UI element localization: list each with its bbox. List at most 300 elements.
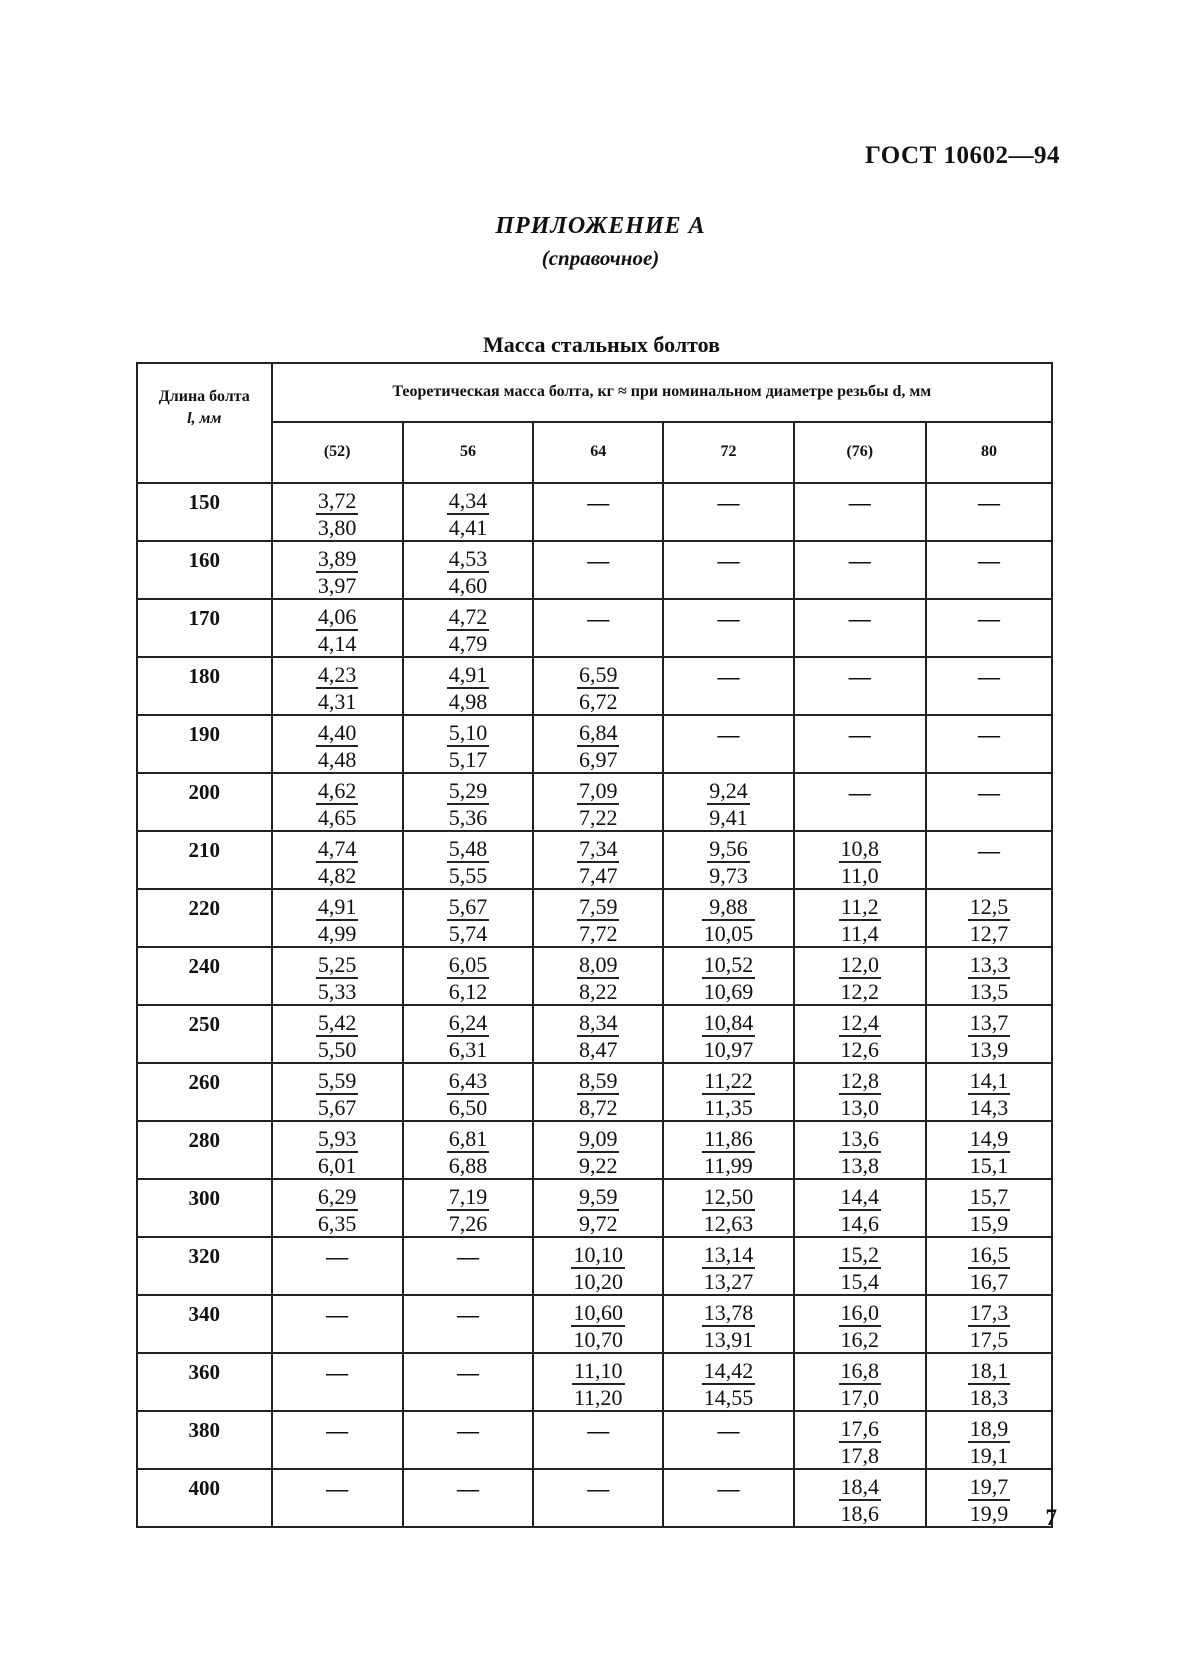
empty-dash: — [848,664,871,689]
mass-fraction [702,1184,756,1236]
mass-fraction [577,952,620,1004]
mass-value-lower: 4,99 [317,921,357,946]
mass-fraction [316,952,359,1004]
mass-fraction [968,1416,1011,1468]
mass-cell [272,1295,403,1353]
table-row [137,599,1052,657]
mass-fraction [839,1300,882,1352]
mass-fraction [316,1184,359,1236]
table-row [137,1237,1052,1295]
mass-value-lower: 15,1 [969,1153,1009,1178]
mass-cell [403,715,533,773]
mass-value-upper: 16,8 [840,1358,880,1383]
mass-value-upper: 3,72 [317,488,357,513]
mass-cell [403,657,533,715]
mass-cell [926,1179,1052,1237]
mass-value-upper: 4,74 [317,836,357,861]
mass-cell [794,1469,926,1527]
mass-fraction [702,894,756,946]
table-row [137,1179,1052,1237]
mass-value-upper: 4,91 [317,894,357,919]
mass-value-upper: 9,56 [709,836,748,861]
mass-value-lower: 7,26 [448,1211,488,1236]
mass-value-lower: 17,5 [969,1327,1009,1352]
mass-value-upper: 3,89 [317,546,357,571]
mass-fraction [968,1068,1011,1120]
mass-cell [533,483,663,541]
mass-value-lower: 3,97 [317,573,357,598]
mass-cell [403,1411,533,1469]
mass-fraction [447,488,490,540]
mass-fraction [447,952,490,1004]
mass-value-lower: 13,9 [969,1037,1009,1062]
mass-cell [272,831,403,889]
mass-value-lower: 10,69 [703,979,754,1004]
diameter-header: 56 [403,422,533,483]
mass-cell [794,1295,926,1353]
mass-value-upper: 11,10 [573,1358,623,1383]
mass-cell [926,1063,1052,1121]
mass-fraction [316,662,359,714]
mass-fraction [702,1242,756,1294]
mass-cell [403,1237,533,1295]
empty-dash: — [977,606,1000,631]
mass-cell [533,657,663,715]
empty-dash: — [717,606,740,631]
mass-value-upper: 13,6 [840,1126,880,1151]
empty-dash: — [977,780,1000,805]
table-row [137,1063,1052,1121]
mass-value-upper: 14,42 [703,1358,754,1383]
diameter-header: 64 [533,422,663,483]
mass-value-upper: 15,7 [969,1184,1009,1209]
empty-dash: — [717,1418,740,1443]
mass-cell [926,1005,1052,1063]
mass-value-lower: 15,4 [840,1269,880,1294]
mass-fraction [707,836,750,888]
mass-value-lower: 18,6 [840,1501,880,1526]
mass-value-lower: 6,35 [317,1211,357,1236]
mass-cell [272,1179,403,1237]
bolt-length-cell: 190 [137,715,272,773]
mass-value-lower: 9,41 [709,805,748,830]
mass-value-lower: 8,22 [578,979,618,1004]
mass-cell [663,1295,793,1353]
mass-fraction [702,952,756,1004]
mass-cell [533,715,663,773]
mass-value-lower: 4,14 [317,631,357,656]
mass-cell [663,541,793,599]
mass-cell [794,889,926,947]
mass-fraction [839,1242,882,1294]
bolt-mass-table [136,362,1053,1528]
mass-value-upper: 5,29 [448,778,488,803]
mass-fraction [968,1126,1011,1178]
mass-fraction [447,778,490,830]
mass-value-upper: 7,19 [448,1184,488,1209]
mass-value-upper: 5,48 [448,836,488,861]
mass-fraction [968,952,1011,1004]
mass-value-lower: 5,17 [448,747,488,772]
mass-cell [403,1005,533,1063]
mass-fraction [839,1184,882,1236]
mass-cell [926,541,1052,599]
table-row [137,541,1052,599]
empty-dash: — [587,490,610,515]
mass-value-lower: 4,65 [317,805,357,830]
table-row [137,889,1052,947]
mass-cell [794,657,926,715]
mass-fraction [577,720,620,772]
mass-value-lower: 10,05 [703,921,754,946]
mass-cell [272,657,403,715]
mass-cell [403,1179,533,1237]
mass-value-lower: 11,35 [704,1095,753,1120]
mass-value-upper: 11,22 [704,1068,753,1093]
mass-fraction [839,952,882,1004]
mass-value-lower: 5,67 [317,1095,357,1120]
mass-value-lower: 13,0 [840,1095,880,1120]
empty-dash: — [326,1244,349,1269]
mass-value-upper: 14,1 [969,1068,1009,1093]
mass-fraction [447,836,490,888]
table-row [137,1469,1052,1527]
mass-value-upper: 6,29 [317,1184,357,1209]
empty-dash: — [456,1244,479,1269]
empty-dash: — [587,606,610,631]
mass-cell [926,657,1052,715]
bolt-length-cell: 260 [137,1063,272,1121]
mass-cell [403,1295,533,1353]
mass-fraction [577,778,620,830]
mass-value-lower: 7,72 [578,921,618,946]
mass-cell [663,1411,793,1469]
empty-dash: — [717,1476,740,1501]
mass-value-upper: 5,25 [317,952,357,977]
mass-value-upper: 6,43 [448,1068,488,1093]
mass-cell [533,831,663,889]
mass-value-upper: 5,59 [317,1068,357,1093]
mass-fraction [316,604,359,656]
mass-cell [403,1121,533,1179]
length-header-line1: Длина болта [158,388,250,405]
empty-dash: — [456,1476,479,1501]
empty-dash: — [848,722,871,747]
mass-value-upper: 5,10 [448,720,488,745]
mass-cell [272,1121,403,1179]
mass-cell [533,889,663,947]
mass-cell [403,831,533,889]
mass-fraction [447,1010,490,1062]
mass-cell [533,1179,663,1237]
bolt-length-cell: 170 [137,599,272,657]
mass-value-lower: 8,47 [578,1037,618,1062]
mass-fraction [447,720,490,772]
table-row [137,715,1052,773]
mass-value-lower: 4,31 [317,689,357,714]
mass-value-upper: 5,42 [317,1010,357,1035]
mass-fraction [968,1184,1011,1236]
table-body [137,483,1052,1527]
mass-cell [663,889,793,947]
mass-fraction [968,1242,1011,1294]
bolt-length-cell: 400 [137,1469,272,1527]
mass-value-upper: 11,2 [840,894,879,919]
table-row [137,1295,1052,1353]
mass-value-lower: 18,3 [969,1385,1009,1410]
mass-value-upper: 6,59 [578,662,618,687]
mass-header: Теоретическая масса болта, кг ≈ при номинальном диаметре резьбы d, мм [272,363,1052,422]
mass-cell [533,1063,663,1121]
mass-fraction [577,1126,620,1178]
mass-cell [663,1121,793,1179]
mass-cell [663,1353,793,1411]
mass-cell [663,657,793,715]
mass-fraction [968,1474,1011,1526]
empty-dash: — [848,490,871,515]
empty-dash: — [326,1418,349,1443]
mass-value-upper: 6,81 [448,1126,488,1151]
mass-cell [272,889,403,947]
mass-value-lower: 6,01 [317,1153,357,1178]
bolt-length-cell: 210 [137,831,272,889]
mass-fraction [968,1010,1011,1062]
empty-dash: — [977,548,1000,573]
mass-value-lower: 19,9 [969,1501,1009,1526]
bolt-length-cell: 200 [137,773,272,831]
mass-fraction [702,1010,756,1062]
mass-value-lower: 16,2 [840,1327,880,1352]
mass-cell [794,599,926,657]
mass-fraction [968,1358,1011,1410]
mass-value-lower: 5,55 [448,863,488,888]
mass-value-lower: 14,3 [969,1095,1009,1120]
table-caption: Масса стальных болтов [482,332,721,357]
mass-value-lower: 12,2 [840,979,880,1004]
mass-fraction [447,894,490,946]
mass-cell [794,1237,926,1295]
mass-value-lower: 6,72 [578,689,618,714]
mass-cell [533,1005,663,1063]
mass-value-upper: 17,3 [969,1300,1009,1325]
mass-value-lower: 7,47 [578,863,618,888]
empty-dash: — [848,606,871,631]
mass-value-upper: 10,84 [703,1010,754,1035]
mass-fraction [702,1126,755,1178]
mass-fraction [447,1184,490,1236]
mass-cell [533,773,663,831]
mass-cell [926,1469,1052,1527]
mass-value-lower: 13,27 [703,1269,754,1294]
mass-fraction [702,1300,756,1352]
mass-value-lower: 3,80 [317,515,357,540]
mass-value-upper: 14,4 [840,1184,880,1209]
bolt-length-cell: 300 [137,1179,272,1237]
mass-value-upper: 6,84 [578,720,618,745]
mass-cell [403,483,533,541]
mass-value-lower: 4,82 [317,863,357,888]
mass-cell [403,773,533,831]
mass-cell [926,483,1052,541]
mass-value-lower: 4,48 [317,747,357,772]
mass-value-upper: 5,93 [317,1126,357,1151]
mass-value-lower: 5,74 [448,921,488,946]
mass-cell [794,1411,926,1469]
mass-value-upper: 18,1 [969,1358,1009,1383]
mass-value-upper: 11,86 [704,1126,753,1151]
empty-dash: — [977,838,1000,863]
mass-cell [533,1411,663,1469]
page-number: 7 [1045,1505,1057,1530]
mass-cell [272,483,403,541]
mass-value-upper: 13,78 [703,1300,754,1325]
mass-value-upper: 4,34 [448,488,488,513]
mass-value-lower: 5,36 [448,805,488,830]
table-row [137,1005,1052,1063]
empty-dash: — [717,490,740,515]
mass-cell [663,1063,793,1121]
mass-value-upper: 12,8 [840,1068,880,1093]
mass-cell [403,947,533,1005]
mass-value-lower: 9,72 [578,1211,618,1236]
diameter-header: 80 [926,422,1052,483]
mass-fraction [968,894,1011,946]
empty-dash: — [587,548,610,573]
mass-value-upper: 10,52 [703,952,754,977]
mass-cell [663,1237,793,1295]
table-row [137,483,1052,541]
appendix-subtitle: (справочное) [541,246,660,270]
mass-value-lower: 6,12 [448,979,488,1004]
mass-cell [663,1469,793,1527]
bolt-length-cell: 340 [137,1295,272,1353]
mass-value-lower: 5,50 [317,1037,357,1062]
mass-cell [272,1005,403,1063]
empty-dash: — [977,490,1000,515]
mass-value-upper: 18,9 [969,1416,1009,1441]
empty-dash: — [587,1476,610,1501]
mass-cell [926,715,1052,773]
mass-fraction [839,894,881,946]
mass-value-upper: 4,06 [317,604,357,629]
bolt-length-cell: 360 [137,1353,272,1411]
mass-value-upper: 10,10 [573,1242,623,1267]
mass-value-upper: 10,60 [573,1300,623,1325]
mass-cell [794,715,926,773]
mass-value-upper: 8,59 [578,1068,618,1093]
empty-dash: — [587,1418,610,1443]
mass-cell [794,947,926,1005]
mass-value-lower: 16,7 [969,1269,1009,1294]
mass-fraction [839,836,882,888]
mass-cell [403,1469,533,1527]
mass-value-lower: 4,79 [448,631,488,656]
mass-cell [272,1411,403,1469]
bolt-length-cell: 150 [137,483,272,541]
mass-value-lower: 6,88 [448,1153,488,1178]
mass-value-lower: 6,31 [448,1037,488,1062]
bolt-length-cell: 160 [137,541,272,599]
mass-cell [533,541,663,599]
mass-cell [272,773,403,831]
bolt-length-cell: 220 [137,889,272,947]
mass-cell [794,773,926,831]
table-row [137,773,1052,831]
mass-fraction [968,1300,1011,1352]
mass-cell [663,831,793,889]
mass-value-lower: 4,98 [448,689,488,714]
mass-fraction [316,1068,359,1120]
mass-value-upper: 14,9 [969,1126,1009,1151]
table-row [137,831,1052,889]
mass-cell [533,1121,663,1179]
mass-fraction [839,1010,882,1062]
mass-fraction [839,1416,882,1468]
mass-fraction [447,604,490,656]
mass-fraction [316,894,359,946]
mass-fraction [447,1068,490,1120]
mass-cell [533,1237,663,1295]
mass-value-lower: 17,8 [840,1443,880,1468]
mass-fraction [839,1358,882,1410]
mass-value-upper: 9,24 [709,778,748,803]
mass-fraction [577,836,620,888]
mass-cell [533,947,663,1005]
mass-fraction [447,1126,490,1178]
mass-fraction [316,488,359,540]
mass-cell [926,1295,1052,1353]
mass-cell [794,541,926,599]
mass-value-upper: 13,14 [703,1242,754,1267]
mass-cell [272,1237,403,1295]
table-row [137,1121,1052,1179]
mass-value-lower: 10,70 [573,1327,623,1352]
mass-cell [663,1005,793,1063]
mass-cell [926,599,1052,657]
mass-fraction [447,546,490,598]
mass-value-upper: 12,50 [703,1184,754,1209]
mass-fraction [702,1068,755,1120]
mass-value-upper: 13,3 [969,952,1009,977]
mass-value-upper: 18,4 [840,1474,880,1499]
mass-value-upper: 19,7 [969,1474,1009,1499]
mass-cell [272,1353,403,1411]
empty-dash: — [717,548,740,573]
diameter-header-row [137,422,1052,483]
mass-value-upper: 12,4 [840,1010,880,1035]
bolt-length-cell: 250 [137,1005,272,1063]
mass-value-upper: 9,59 [578,1184,618,1209]
mass-cell [794,1353,926,1411]
mass-fraction [316,1126,359,1178]
mass-fraction [839,1474,882,1526]
bolt-length-cell: 240 [137,947,272,1005]
mass-cell [272,715,403,773]
mass-cell [794,483,926,541]
empty-dash: — [977,722,1000,747]
mass-fraction [577,662,620,714]
mass-cell [272,599,403,657]
mass-value-upper: 17,6 [840,1416,880,1441]
mass-value-upper: 12,0 [840,952,880,977]
empty-dash: — [456,1418,479,1443]
mass-value-lower: 8,72 [578,1095,618,1120]
mass-value-upper: 9,09 [578,1126,618,1151]
table-row [137,657,1052,715]
mass-cell [272,947,403,1005]
mass-value-lower: 14,55 [703,1385,754,1410]
mass-cell [663,773,793,831]
